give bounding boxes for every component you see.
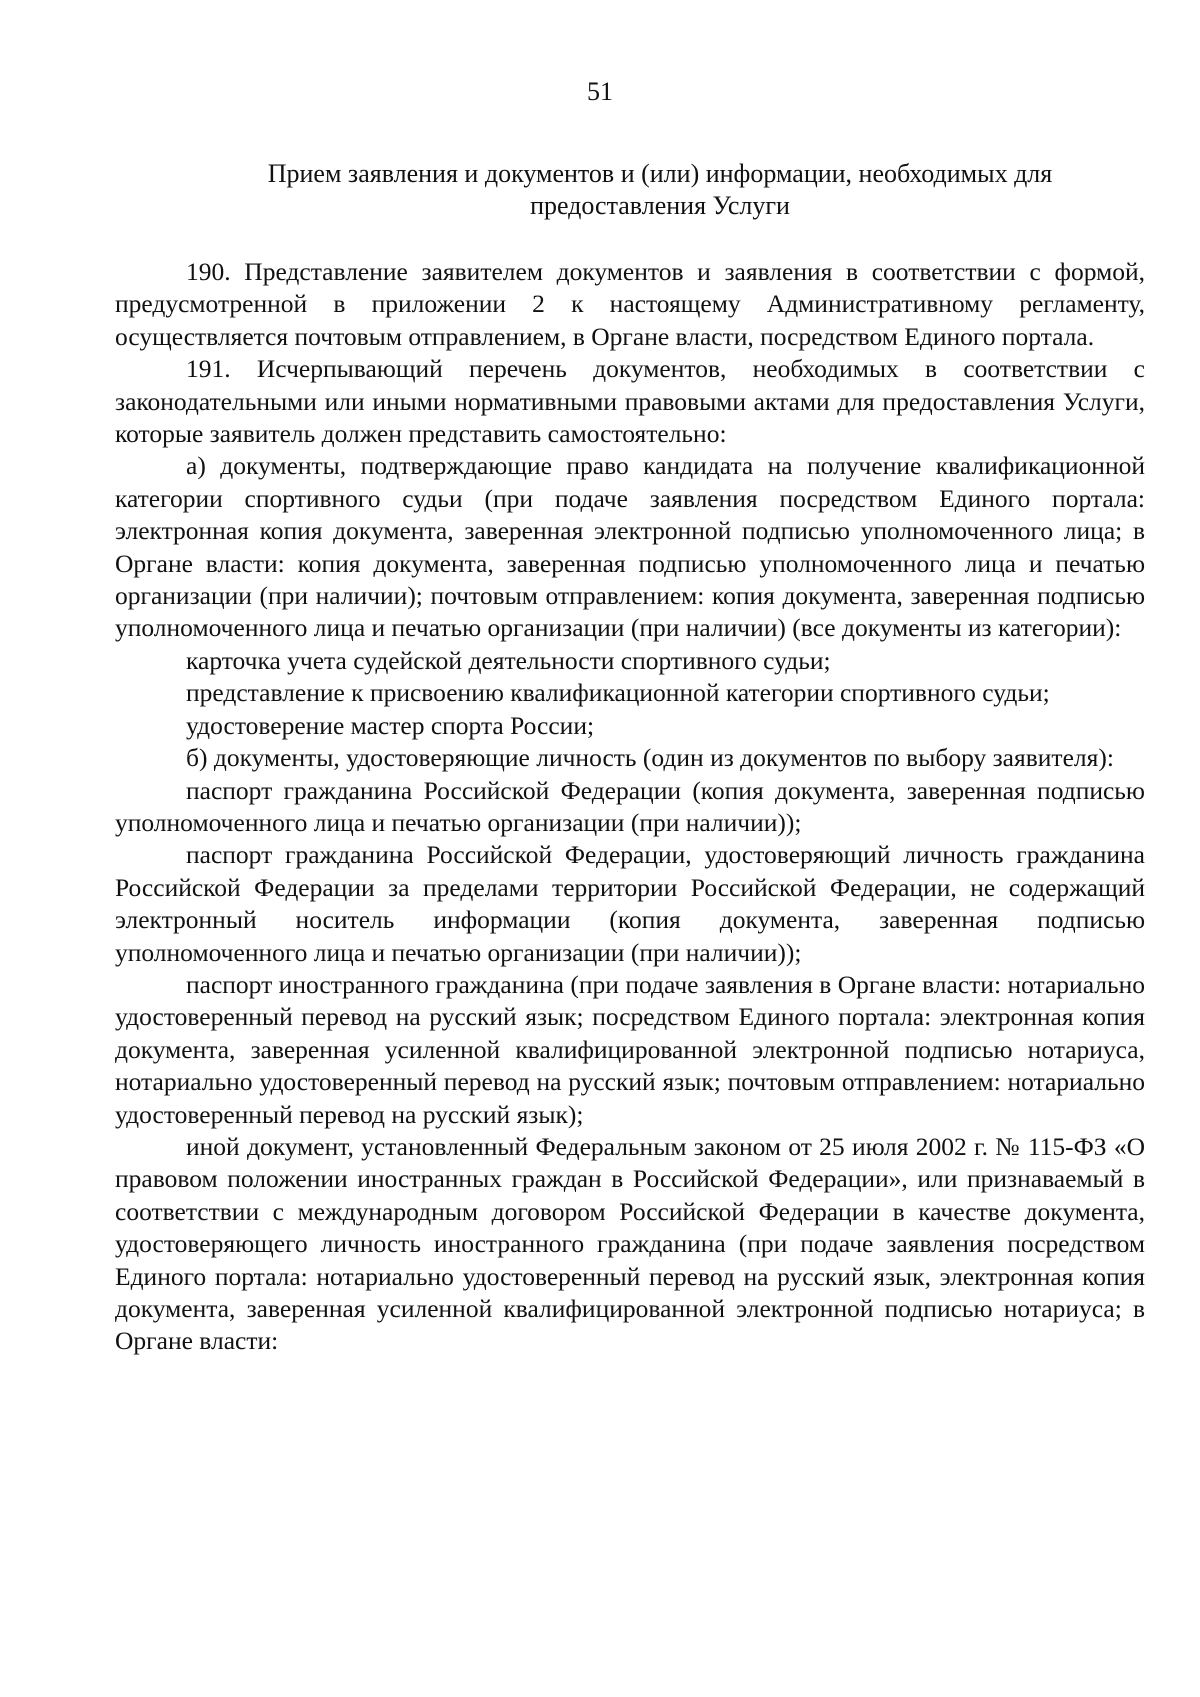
page-number: 51	[587, 77, 613, 106]
paragraph-190: 190. Представление заявителем документов и заявления в соответствии с формой, предусмотренной в приложении 2 к настоящему Административному регламенту, осуществляется почтовым отправлением, в Органе власти, посредством Единого портала.	[115, 257, 1145, 351]
list-item: иной документ, установленный Федеральным законом от 25 июля 2002 г. № 115-ФЗ «О правовом положении иностранных граждан в Российской Федерации», или признаваемый в соответствии с международным договором Российской Федерации в качестве документа, удостоверяющего личность иностранного гражданина (при подаче заявления посредством Единого портала: нотариально удостоверенный перевод на русский язык, электронная копия документа, заверенная усиленной квалифицированной электронной подписью нотариуса; в Органе власти:	[115, 1131, 1145, 1356]
list-item-b: б) документы, удостоверяющие личность (один из документов по выбору заявителя):	[186, 743, 1114, 773]
list-item-a: а) документы, подтверждающие право кандидата на получение квалификационной категории спортивного судьи (при подаче заявления посредством Единого портала: электронная копия документа, заверенная электронной подписью уполномоченного лица; в Органе власти: копия документа, заверенная подписью уполномоченного лица и печатью организации (при наличии); почтовым отправлением: копия документа, заверенная подписью уполномоченного лица и печатью организации (при наличии) (все документы из категории):	[115, 451, 1145, 643]
section-heading-line-1: Прием заявления и документов и (или) информации, необходимых для	[267, 159, 1053, 188]
document-body	[115, 256, 1145, 1358]
list-item: представление к присвоению квалификационной категории спортивного судьи;	[186, 678, 1050, 708]
list-item: паспорт гражданина Российской Федерации, удостоверяющий личность гражданина Российской Федерации за пределами территории Российской Федерации, не содержащий электронный носитель информации (копия документа, заверенная подписью уполномоченного лица и печатью организации (при наличии));	[115, 840, 1145, 967]
list-item: карточка учета судейской деятельности спортивного судьи;	[186, 645, 831, 675]
list-item: паспорт иностранного гражданина (при подаче заявления в Органе власти: нотариально удостоверенный перевод на русский язык; посредством Единого портала: электронная копия документа, заверенная усиленной квалифицированной электронной подписью нотариуса, нотариально удостоверенный перевод на русский язык; почтовым отправлением: нотариально удостоверенный перевод на русский язык);	[115, 969, 1145, 1129]
list-item: паспорт гражданина Российской Федерации (копия документа, заверенная подписью уполномоченного лица и печатью организации (при наличии));	[115, 775, 1145, 837]
list-item: удостоверение мастер спорта России;	[186, 710, 595, 740]
paragraph-191: 191. Исчерпывающий перечень документов, необходимых в соответствии с законодательными или иными нормативными правовыми актами для предоставления Услуги, которые заявитель должен представить самостоятельно:	[115, 354, 1145, 449]
section-heading	[210, 158, 1110, 222]
section-heading-line-2: предоставления Услуги	[530, 191, 790, 220]
